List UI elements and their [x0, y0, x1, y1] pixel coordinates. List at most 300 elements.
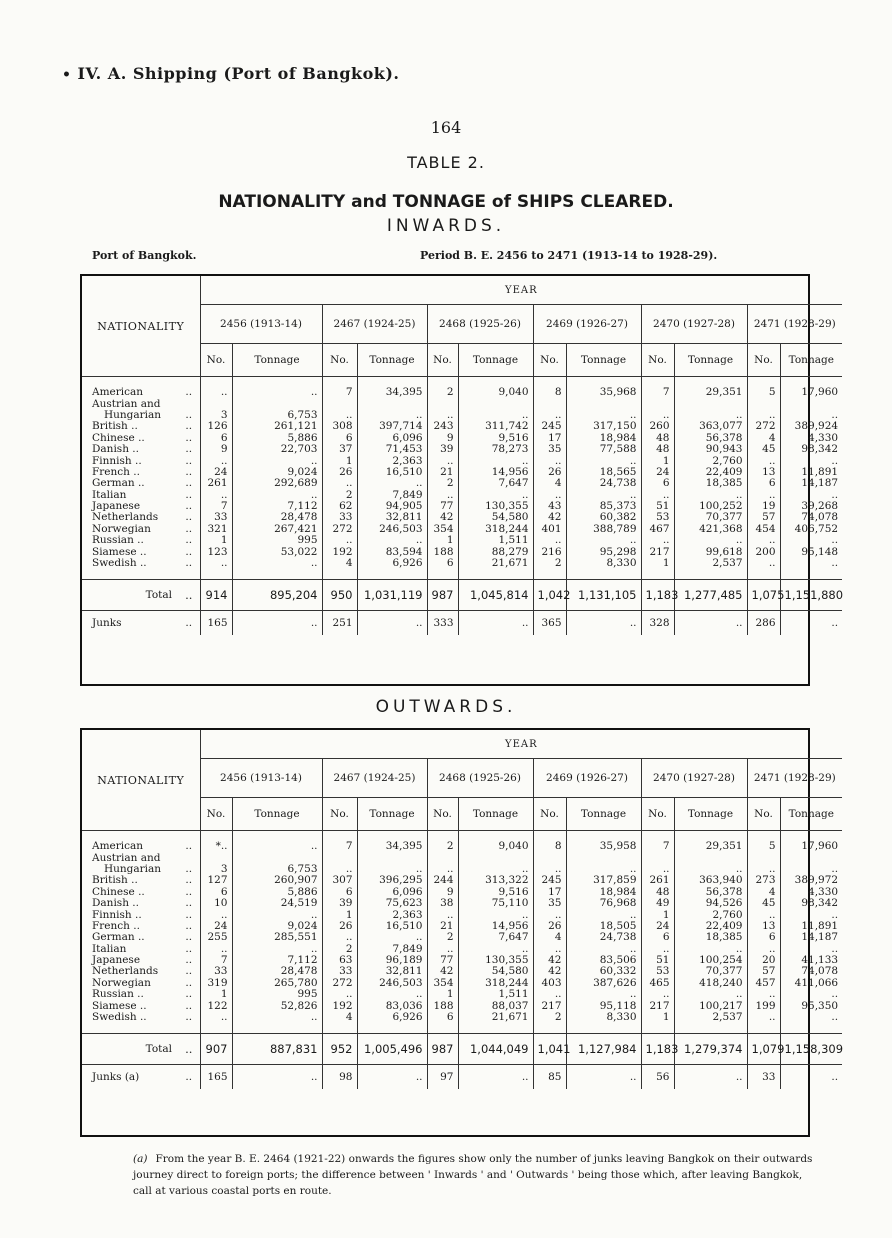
tonnage-cell: 2,537	[674, 1012, 747, 1023]
spacer-cell	[82, 1023, 200, 1034]
nationality-cell: German ..	[92, 477, 145, 490]
count-cell: 321	[200, 524, 232, 535]
count-cell: 273	[747, 875, 780, 886]
total-count-cell: 1,183	[641, 580, 674, 611]
tonnage-cell: 260,907	[232, 875, 322, 886]
junks-count-cell: 328	[641, 611, 674, 636]
tonnage-cell: 75,623	[357, 898, 427, 909]
dots-cell: ..	[185, 919, 193, 932]
dots-cell: ..	[185, 908, 193, 921]
count-cell: 6	[427, 558, 458, 569]
tonnage-cell: 130,355	[458, 955, 533, 966]
tonnage-cell: 83,506	[566, 955, 641, 966]
count-cell: 45	[747, 898, 780, 909]
count-cell: 1	[427, 535, 458, 546]
nationality-cell: British ..	[92, 874, 138, 887]
total-count-cell: 1,042	[533, 580, 566, 611]
no-header: No.	[747, 798, 780, 831]
count-cell: 2	[533, 558, 566, 569]
no-header: No.	[322, 344, 357, 377]
spacer-cell	[427, 1023, 458, 1034]
count-cell: ..	[533, 410, 566, 421]
count-cell: 192	[322, 1000, 357, 1011]
count-cell: 217	[641, 1000, 674, 1011]
tonnage-cell: 56,378	[674, 433, 747, 444]
nationality-cell: Siamese ..	[92, 545, 147, 558]
nationality-cell: Swedish ..	[92, 557, 147, 570]
tonnage-cell: 6,926	[357, 1012, 427, 1023]
junks-count-cell: 286	[747, 611, 780, 636]
count-cell: ..	[747, 455, 780, 466]
tonnage-header: Tonnage	[674, 344, 747, 377]
tonnage-cell: 95,118	[566, 1000, 641, 1011]
tonnage-cell: 74,078	[780, 512, 842, 523]
tonnage-cell: 74,078	[780, 966, 842, 977]
tonnage-cell: 76,968	[566, 898, 641, 909]
count-cell: 4	[322, 1012, 357, 1023]
count-cell: 3	[200, 864, 232, 875]
tonnage-cell: 317,150	[566, 421, 641, 432]
dots-cell: ..	[185, 500, 193, 513]
count-cell: 19	[747, 501, 780, 512]
count-cell: ..	[322, 535, 357, 546]
nationality-cell: Hungarian	[104, 408, 162, 421]
tonnage-cell: 96,189	[357, 955, 427, 966]
count-cell: 1	[322, 455, 357, 466]
dots-cell: ..	[178, 580, 200, 611]
count-cell: 354	[427, 978, 458, 989]
count-cell: 354	[427, 524, 458, 535]
nationality-cell: Chinese ..	[92, 885, 145, 898]
count-cell: 38	[427, 898, 458, 909]
total-label: Total	[82, 1034, 178, 1065]
tonnage-cell: 6,096	[357, 433, 427, 444]
tonnage-cell: 14,187	[780, 932, 842, 943]
count-cell: ..	[747, 944, 780, 955]
count-cell: 53	[641, 512, 674, 523]
count-cell: 7	[322, 387, 357, 398]
junks-tonnage-cell: ..	[458, 611, 533, 636]
tonnage-cell: 285,551	[232, 932, 322, 943]
spacer-cell	[82, 569, 200, 580]
count-cell: 1	[641, 455, 674, 466]
table-row	[82, 841, 842, 852]
tonnage-cell: 24,519	[232, 898, 322, 909]
count-cell: ..	[200, 944, 232, 955]
period-header: 2470 (1927-28)	[641, 305, 747, 344]
junks-count-cell: 365	[533, 611, 566, 636]
table-row	[82, 875, 842, 886]
tonnage-cell: 28,478	[232, 966, 322, 977]
tonnage-cell: 14,956	[458, 921, 533, 932]
no-header: No.	[427, 344, 458, 377]
tonnage-cell: 95,350	[780, 1000, 842, 1011]
count-cell: 6	[200, 887, 232, 898]
tonnage-cell: 265,780	[232, 978, 322, 989]
total-count-cell: 1,041	[533, 1034, 566, 1065]
tonnage-cell: 17,960	[780, 841, 842, 852]
dots-cell: ..	[185, 840, 193, 853]
count-cell: 122	[200, 1000, 232, 1011]
count-cell: 1	[641, 558, 674, 569]
nationality-cell: Finnish ..	[92, 454, 142, 467]
total-tonnage-cell: 1,031,119	[357, 580, 427, 611]
count-cell: 57	[747, 512, 780, 523]
tonnage-cell: 56,378	[674, 887, 747, 898]
tonnage-cell: ..	[232, 841, 322, 852]
total-count-cell: 914	[200, 580, 232, 611]
dots-cell: ..	[185, 988, 193, 1001]
nationality-cell: Austrian and	[92, 397, 161, 410]
tonnage-cell: ..	[357, 478, 427, 489]
table-row	[82, 558, 842, 569]
tonnage-cell: ..	[458, 864, 533, 875]
count-cell: 272	[747, 421, 780, 432]
no-header: No.	[641, 798, 674, 831]
tonnage-cell: 8,330	[566, 558, 641, 569]
count-cell: ..	[427, 909, 458, 920]
tonnage-cell: 9,516	[458, 887, 533, 898]
count-cell: 26	[533, 921, 566, 932]
tonnage-cell: 32,811	[357, 966, 427, 977]
spacer-cell	[458, 1023, 533, 1034]
tonnage-cell: ..	[458, 944, 533, 955]
tonnage-cell: 313,322	[458, 875, 533, 886]
tonnage-header: Tonnage	[566, 798, 641, 831]
tonnage-cell: ..	[232, 490, 322, 501]
count-cell: 4	[322, 558, 357, 569]
tonnage-cell: 363,940	[674, 875, 747, 886]
count-cell: 272	[322, 978, 357, 989]
no-header: No.	[641, 344, 674, 377]
tonnage-cell: 17,960	[780, 387, 842, 398]
nationality-cell: French ..	[92, 465, 140, 478]
tonnage-cell: ..	[780, 455, 842, 466]
tonnage-cell: 83,594	[357, 546, 427, 557]
junks-tonnage-cell: ..	[566, 611, 641, 636]
dots-cell: ..	[185, 534, 193, 547]
spacer-cell	[747, 569, 780, 580]
period-header: 2467 (1924-25)	[322, 759, 427, 798]
count-cell: 5	[747, 387, 780, 398]
spacer-cell	[566, 1023, 641, 1034]
tonnage-cell: 7,112	[232, 955, 322, 966]
count-cell: 403	[533, 978, 566, 989]
tonnage-cell: 18,565	[566, 467, 641, 478]
count-cell: 6	[641, 478, 674, 489]
total-count-cell: 1,079	[747, 1034, 780, 1065]
count-cell: 6	[322, 433, 357, 444]
spacer-cell	[357, 1023, 427, 1034]
tonnage-cell: 406,752	[780, 524, 842, 535]
count-cell: ..	[533, 455, 566, 466]
tonnage-cell: 421,368	[674, 524, 747, 535]
tonnage-cell: 7,647	[458, 478, 533, 489]
table-row	[82, 524, 842, 535]
count-cell: ..	[747, 1012, 780, 1023]
tonnage-cell: ..	[232, 909, 322, 920]
count-cell: 43	[533, 501, 566, 512]
dots-cell: ..	[185, 954, 193, 967]
table-row	[82, 387, 842, 398]
dots-cell: ..	[185, 557, 193, 570]
no-header: No.	[533, 798, 566, 831]
tonnage-cell: ..	[232, 387, 322, 398]
count-cell: 5	[747, 841, 780, 852]
tonnage-cell: 52,826	[232, 1000, 322, 1011]
count-cell: 260	[641, 421, 674, 432]
tonnage-cell: 18,505	[566, 921, 641, 932]
tonnage-cell: 98,342	[780, 444, 842, 455]
tonnage-cell: 6,753	[232, 410, 322, 421]
tonnage-cell: 75,110	[458, 898, 533, 909]
nationality-cell: Norwegian	[92, 522, 151, 535]
count-cell: ..	[641, 944, 674, 955]
count-cell: 307	[322, 875, 357, 886]
count-cell: 217	[533, 1000, 566, 1011]
count-cell: ..	[200, 455, 232, 466]
count-cell: 127	[200, 875, 232, 886]
tonnage-cell: 70,377	[674, 966, 747, 977]
tonnage-cell: ..	[357, 535, 427, 546]
tonnage-cell: 2,760	[674, 455, 747, 466]
tonnage-cell: 11,891	[780, 921, 842, 932]
table-row	[82, 898, 842, 909]
table-row	[82, 978, 842, 989]
count-cell: 4	[747, 887, 780, 898]
tonnage-cell: 29,351	[674, 841, 747, 852]
dots-cell: ..	[185, 942, 193, 955]
outwards-table	[82, 730, 842, 1089]
tonnage-cell: 267,421	[232, 524, 322, 535]
total-count-cell: 950	[322, 580, 357, 611]
tonnage-cell: 2,537	[674, 558, 747, 569]
tonnage-cell: ..	[780, 558, 842, 569]
count-cell: 13	[747, 467, 780, 478]
table-row	[82, 1012, 842, 1023]
count-cell: ..	[322, 932, 357, 943]
count-cell: 42	[427, 512, 458, 523]
no-header: No.	[200, 798, 232, 831]
count-cell: 123	[200, 546, 232, 557]
nationality-cell: American	[92, 840, 144, 853]
tonnage-cell: 9,024	[232, 467, 322, 478]
tonnage-cell: 22,409	[674, 467, 747, 478]
outwards-table-frame	[80, 728, 844, 1137]
total-tonnage-cell: 1,277,485	[674, 580, 747, 611]
count-cell: 77	[427, 955, 458, 966]
tonnage-cell: 246,503	[357, 524, 427, 535]
tonnage-cell: 71,453	[357, 444, 427, 455]
count-cell: 6	[747, 932, 780, 943]
footnote-text: From the year B. E. 2464 (1921-22) onwards the figures show only the number of junks leaving Bangkok on their outwards journey direct to foreign ports; the difference between ' Inwards ' and ' Outwards ' being those which, after leaving Bangkok, call at various coastal ports en route.	[133, 1153, 813, 1197]
count-cell: 45	[747, 444, 780, 455]
tonnage-header: Tonnage	[780, 344, 842, 377]
tonnage-cell: 99,618	[674, 546, 747, 557]
dots-cell: ..	[185, 488, 193, 501]
tonnage-cell: 85,373	[566, 501, 641, 512]
count-cell: ..	[747, 490, 780, 501]
tonnage-cell: 29,351	[674, 387, 747, 398]
no-header: No.	[427, 798, 458, 831]
count-cell: 1	[641, 909, 674, 920]
count-cell: 48	[641, 444, 674, 455]
count-cell: 51	[641, 955, 674, 966]
tonnage-cell: ..	[458, 455, 533, 466]
dots-cell: ..	[185, 1011, 193, 1024]
tonnage-cell: 77,588	[566, 444, 641, 455]
junks-tonnage-cell: ..	[674, 611, 747, 636]
tonnage-cell: 1,511	[458, 989, 533, 1000]
tonnage-header: Tonnage	[232, 344, 322, 377]
spacer-cell	[674, 1023, 747, 1034]
spacer-cell	[780, 569, 842, 580]
tonnage-cell: ..	[674, 535, 747, 546]
total-tonnage-cell: 1,279,374	[674, 1034, 747, 1065]
tonnage-cell: ..	[780, 944, 842, 955]
inwards-table-frame	[80, 274, 844, 686]
tonnage-cell: 418,240	[674, 978, 747, 989]
count-cell: ..	[427, 455, 458, 466]
period-header: 2469 (1926-27)	[533, 759, 641, 798]
page-number: 164	[430, 118, 462, 137]
count-cell: 1	[641, 1012, 674, 1023]
tonnage-cell: 318,244	[458, 524, 533, 535]
tonnage-cell: 995	[232, 535, 322, 546]
count-cell: ..	[641, 535, 674, 546]
tonnage-cell: 389,972	[780, 875, 842, 886]
count-cell: 20	[747, 955, 780, 966]
period-header: 2471 (1928-29)	[747, 759, 842, 798]
spacer-cell	[322, 569, 357, 580]
count-cell: 8	[533, 841, 566, 852]
count-cell: 7	[200, 501, 232, 512]
count-cell: 4	[533, 932, 566, 943]
count-cell: 6	[641, 932, 674, 943]
tonnage-cell: 100,217	[674, 1000, 747, 1011]
dots-cell: ..	[178, 1034, 200, 1065]
dots-cell: ..	[185, 874, 193, 887]
nationality-cell: German ..	[92, 931, 145, 944]
junks-count-cell: 98	[322, 1065, 357, 1090]
total-count-cell: 1,075	[747, 580, 780, 611]
table-row	[82, 989, 842, 1000]
section-heading-text: IV. A. Shipping (Port of Bangkok).	[77, 64, 400, 83]
count-cell: 21	[427, 921, 458, 932]
tonnage-header: Tonnage	[458, 798, 533, 831]
tonnage-cell: 22,703	[232, 444, 322, 455]
tonnage-cell: ..	[458, 410, 533, 421]
tonnage-cell: ..	[674, 410, 747, 421]
tonnage-cell: 94,905	[357, 501, 427, 512]
tonnage-cell: ..	[780, 535, 842, 546]
tonnage-cell: 32,811	[357, 512, 427, 523]
tonnage-cell: 18,984	[566, 887, 641, 898]
count-cell: ..	[747, 558, 780, 569]
count-cell: ..	[427, 490, 458, 501]
tonnage-cell: ..	[232, 558, 322, 569]
no-header: No.	[747, 344, 780, 377]
tonnage-cell: ..	[566, 909, 641, 920]
tonnage-cell: 14,956	[458, 467, 533, 478]
dots-cell: ..	[185, 454, 193, 467]
tonnage-header: Tonnage	[458, 344, 533, 377]
count-cell: ..	[200, 1012, 232, 1023]
spacer-cell	[641, 1023, 674, 1034]
spacer-cell	[533, 1023, 566, 1034]
total-tonnage-cell: 1,151,880	[780, 580, 842, 611]
tonnage-cell: ..	[566, 944, 641, 955]
count-cell: ..	[533, 490, 566, 501]
tonnage-cell: 7,112	[232, 501, 322, 512]
total-tonnage-cell: 1,044,049	[458, 1034, 533, 1065]
tonnage-cell: 21,671	[458, 1012, 533, 1023]
count-cell: 6	[200, 433, 232, 444]
tonnage-cell: ..	[357, 864, 427, 875]
count-cell: 308	[322, 421, 357, 432]
count-cell: 35	[533, 898, 566, 909]
tonnage-cell: ..	[780, 1012, 842, 1023]
tonnage-cell: ..	[780, 864, 842, 875]
count-cell: 245	[533, 421, 566, 432]
count-cell: 454	[747, 524, 780, 535]
tonnage-header: Tonnage	[780, 798, 842, 831]
count-cell: 2	[427, 478, 458, 489]
period-header: 2471 (1928-29)	[747, 305, 842, 344]
tonnage-cell: 4,330	[780, 433, 842, 444]
spacer-cell	[232, 569, 322, 580]
count-cell: 200	[747, 546, 780, 557]
junks-tonnage-cell: ..	[780, 1065, 842, 1090]
count-cell: *..	[200, 841, 232, 852]
tonnage-cell: ..	[357, 989, 427, 1000]
port-label: Port of Bangkok.	[92, 249, 197, 262]
total-tonnage-cell: 887,831	[232, 1034, 322, 1065]
nationality-cell: British ..	[92, 420, 138, 433]
table-row	[82, 512, 842, 523]
tonnage-cell: ..	[780, 490, 842, 501]
count-cell: ..	[427, 410, 458, 421]
tonnage-cell: ..	[780, 909, 842, 920]
junks-tonnage-cell: ..	[232, 1065, 322, 1090]
table-row	[82, 444, 842, 455]
spacer-cell	[232, 1023, 322, 1034]
count-cell: 2	[533, 1012, 566, 1023]
tonnage-cell: 95,298	[566, 546, 641, 557]
junks-count-cell: 33	[747, 1065, 780, 1090]
junks-label: Junks	[82, 611, 178, 636]
dots-cell: ..	[185, 431, 193, 444]
nationality-cell: Chinese ..	[92, 431, 145, 444]
spacer-cell	[641, 569, 674, 580]
spacer-cell	[200, 569, 232, 580]
tonnage-cell: 8,330	[566, 1012, 641, 1023]
dots-cell: ..	[185, 477, 193, 490]
tonnage-cell: 41,133	[780, 955, 842, 966]
tonnage-cell: 18,385	[674, 478, 747, 489]
count-cell: 2	[427, 841, 458, 852]
tonnage-cell: 317,859	[566, 875, 641, 886]
period-header: 2467 (1924-25)	[322, 305, 427, 344]
tonnage-cell: ..	[232, 1012, 322, 1023]
nationality-cell: American	[92, 386, 144, 399]
table-row	[82, 966, 842, 977]
count-cell: 39	[322, 898, 357, 909]
tonnage-cell: ..	[780, 410, 842, 421]
count-cell: ..	[747, 410, 780, 421]
count-cell: 243	[427, 421, 458, 432]
count-cell: 33	[322, 966, 357, 977]
